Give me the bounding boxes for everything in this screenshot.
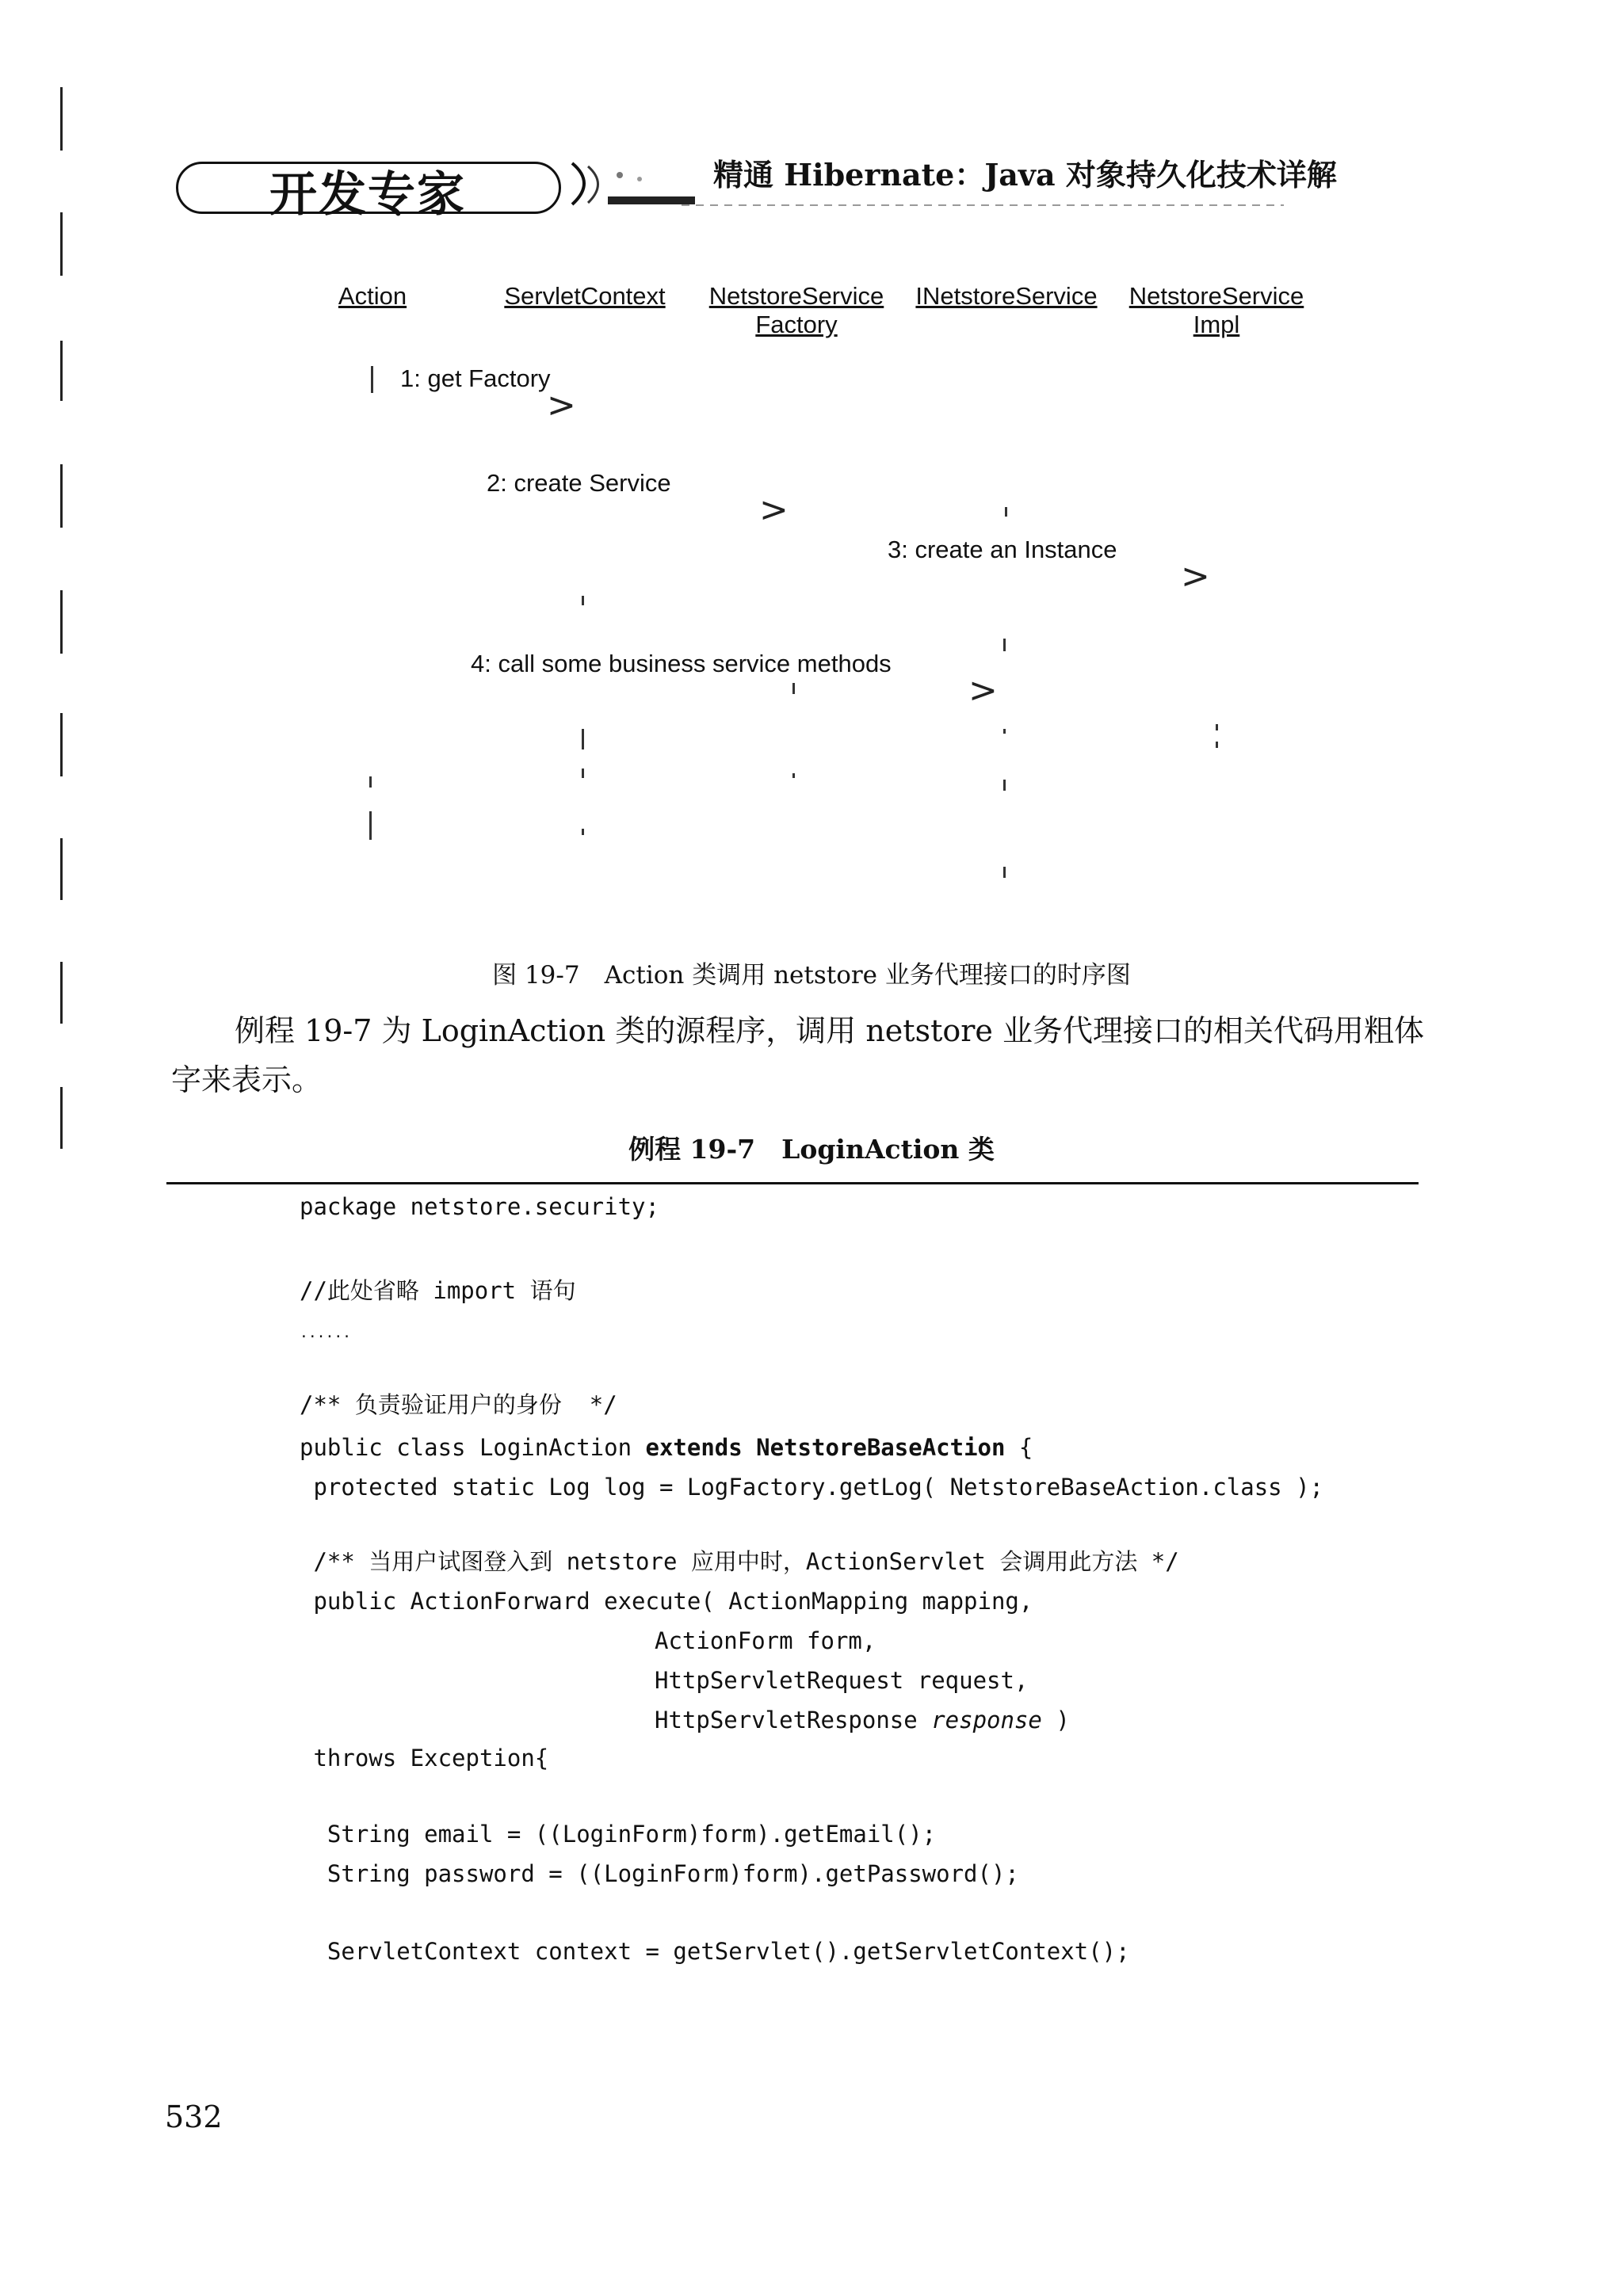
- code-line: /** 负责验证用户的身份 */: [300, 1391, 617, 1418]
- lifeline-netstoreservice-impl: [1216, 724, 1218, 730]
- lifeline-inetstoreservice: [1005, 507, 1007, 517]
- margin-mark: [60, 590, 63, 654]
- series-badge-text: 开发专家: [269, 167, 466, 223]
- margin-mark: [60, 87, 63, 151]
- lifeline-label-inetstoreservice: INetstoreService: [915, 282, 1098, 310]
- lifeline-inetstoreservice: [1003, 729, 1006, 734]
- page-number: 532: [165, 2100, 223, 2134]
- code-line: //此处省略 import 语句: [300, 1277, 576, 1304]
- code-line: package netstore.security;: [300, 1193, 659, 1220]
- body-paragraph-line: 字来表示。: [171, 1062, 323, 1097]
- lifeline-action: [371, 366, 373, 393]
- series-badge: [176, 157, 572, 223]
- margin-mark: [60, 838, 63, 900]
- lifeline-action: [369, 811, 372, 840]
- code-line: ActionForm form,: [655, 1627, 876, 1654]
- header-decoration-icon: [564, 155, 699, 211]
- lifeline-label-netstoreservice-impl: NetstoreService Impl: [1128, 282, 1304, 338]
- figure-caption: 图 19-7 Action 类调用 netstore 业务代理接口的时序图: [492, 961, 1131, 990]
- code-line: String email = ((LoginForm)form).getEmail();: [300, 1821, 937, 1848]
- lifeline-netstoreservice-impl: [1216, 742, 1218, 748]
- lifeline-netstoreservice-factory: [792, 773, 795, 778]
- code-line: ServletContext context = getServlet().getServletContext();: [300, 1938, 1130, 1965]
- code-line: ......: [300, 1325, 352, 1341]
- message-3: 3: create an Instance: [888, 536, 1117, 563]
- margin-mark: [60, 212, 63, 276]
- code-line: HttpServletResponse response ): [655, 1707, 1070, 1733]
- body-paragraph: [171, 1006, 1442, 1104]
- code-line: String password = ((LoginForm)form).getPassword();: [300, 1860, 1019, 1887]
- code-line: public ActionForward execute( ActionMapping mapping,: [300, 1588, 1033, 1615]
- book-title: 精通 Hibernate：Java 对象持久化技术详解: [713, 157, 1337, 193]
- example-title: 例程 19-7 LoginAction 类: [628, 1134, 995, 1165]
- lifeline-netstoreservice-factory: [792, 683, 795, 694]
- lifeline-inetstoreservice: [1003, 780, 1006, 791]
- message-2-arrow-icon: >: [759, 490, 789, 530]
- message-1: 1: get Factory: [400, 364, 551, 392]
- lifeline-servletcontext: [582, 729, 584, 749]
- header-rule: [682, 204, 1284, 206]
- margin-mark: [60, 341, 63, 401]
- message-2: 2: create Service: [487, 469, 671, 497]
- code-top-rule: [166, 1182, 1419, 1184]
- code-line: /** 当用户试图登入到 netstore 应用中时，ActionServlet 会调用此方法 */: [300, 1548, 1179, 1575]
- lifeline-label-action: Action: [338, 282, 407, 310]
- code-line: HttpServletRequest request,: [655, 1667, 1029, 1694]
- lifeline-servletcontext: [582, 829, 584, 835]
- body-paragraph-line: 例程 19-7 为 LoginAction 类的源程序，调用 netstore 业务代理接口的相关代码用粗体: [235, 1013, 1424, 1048]
- code-line: public class LoginAction extends NetstoreBaseAction {: [300, 1434, 1033, 1461]
- code-line: protected static Log log = LogFactory.getLog( NetstoreBaseAction.class );: [300, 1474, 1324, 1501]
- message-4: 4: call some business service methods: [471, 650, 892, 677]
- message-3-arrow-icon: >: [1181, 556, 1210, 597]
- lifeline-action: [369, 776, 372, 788]
- lifeline-label-netstoreservice-factory: NetstoreService Factory: [708, 282, 884, 338]
- lifeline-inetstoreservice: [1003, 639, 1006, 651]
- code-line: throws Exception{: [300, 1745, 549, 1772]
- message-1-arrow-icon: >: [547, 385, 576, 425]
- lifeline-label-servletcontext: ServletContext: [504, 282, 666, 310]
- margin-mark: [60, 464, 63, 528]
- lifeline-inetstoreservice: [1003, 867, 1006, 878]
- margin-mark: [60, 713, 63, 776]
- lifeline-servletcontext: [582, 596, 584, 605]
- message-4-arrow-icon: >: [968, 670, 998, 711]
- lifeline-servletcontext: [582, 769, 584, 778]
